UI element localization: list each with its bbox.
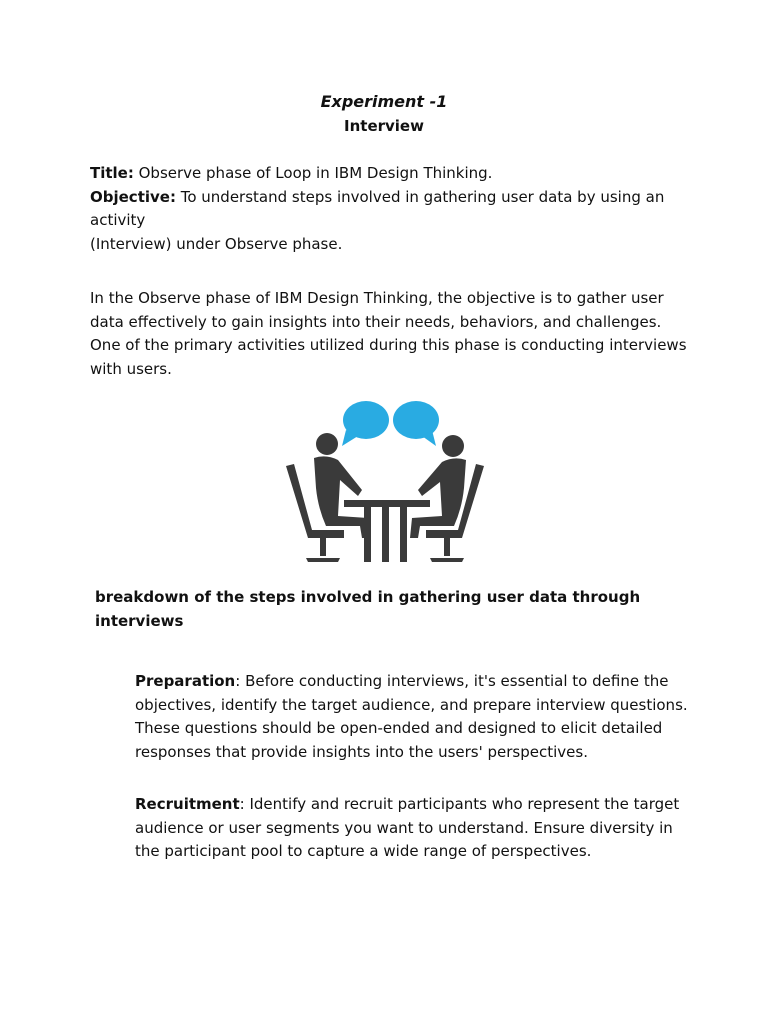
step-label: Preparation [135,672,236,690]
person-left-icon [286,433,370,562]
step-label: Recruitment [135,795,240,813]
title-line [90,162,690,186]
speech-bubble-right-icon [393,401,439,446]
person-right-icon [410,435,484,562]
step-recruitment [135,793,695,864]
meta-block [90,162,690,256]
intro-paragraph: In the Observe phase of IBM Design Thinking, the objective is to gather user data effectively to gain insights into their needs, behaviors, and challenges. One of the primary activities utilized during this phase is conducting interviews with users. [90,289,687,378]
objective-value: To understand steps involved in gathering user data by using an activity [90,187,665,229]
experiment-heading: Experiment -1 [320,92,448,111]
step-preparation [135,670,695,764]
section-title: breakdown of the steps involved in gathering user data through interviews [95,588,641,630]
objective-line [90,186,670,233]
step-text: : Before conducting interviews, it's essential to define the objectives, identify the target audience, and prepare interview questions. These questions should be open-ended and designed to elicit detailed responses that provide insights into the users' perspectives. [135,672,688,761]
speech-bubble-left-icon [342,401,389,446]
step-text: : Identify and recruit participants who represent the target audience or user segments you want to understand. Ensure diversity in the participant pool to capture a wide range of perspectives. [135,795,680,860]
topic-heading: Interview [344,117,424,135]
title-value: Observe phase of Loop in IBM Design Thinking. [133,164,493,182]
title-label: Title: [90,164,134,182]
interview-illustration [282,398,488,566]
objective-label: Objective: [90,187,176,206]
objective-continuation: (Interview) under Observe phase. [90,234,343,253]
